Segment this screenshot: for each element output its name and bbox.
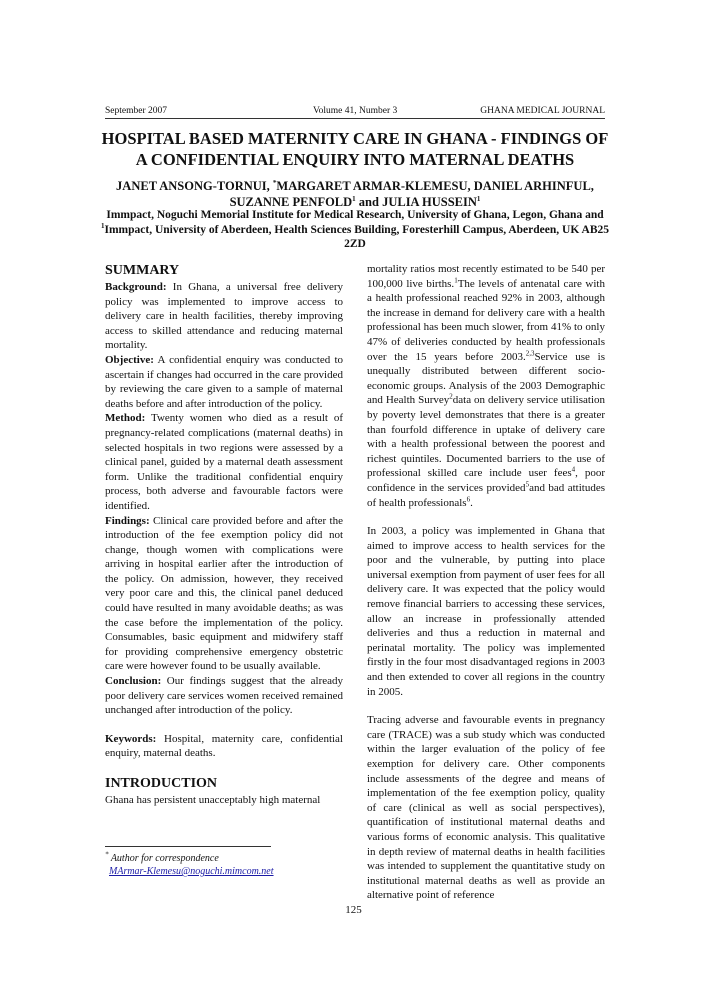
- intro-paragraph-1-start: [105, 793, 343, 808]
- intro-p1-text-e: , poor confidence in the services provided: [367, 467, 605, 494]
- background-label: Background:: [105, 281, 167, 293]
- correspondence-email-link[interactable]: MArmar-Klemesu@noguchi.mimcom.net: [109, 866, 274, 877]
- intro-p1-text-a: Ghana has persistent unacceptably high maternal: [105, 794, 321, 806]
- right-column: [367, 262, 605, 903]
- author-1: JANET ANSONG-TORNUI,: [116, 179, 273, 193]
- keywords-label: Keywords:: [105, 732, 157, 745]
- ref-1: 1: [454, 275, 458, 284]
- author-2: MARGARET ARMAR-KLEMESU, DANIEL ARHINFUL, SUZANNE PENFOLD: [229, 179, 594, 209]
- intro-paragraph-1-continued: [367, 262, 605, 510]
- intro-p1-text-a: mortality ratios most recently estimated to be 540 per 100,000 live births.: [367, 263, 605, 290]
- author-2-mark: 1: [352, 194, 356, 203]
- findings-text: Clinical care provided before and after the introduction of the fee exemption policy did not change, though women with complications were arriving in hospital earlier after the introduction of the policy. On admission, however, they received very poor care and this, the clinical panel deduced could have resulted in many avoidable deaths; as was the case before the implementation of the policy. Consumables, basic equipment and midwifery staff for providing comprehensive emergency obstetric care were however found to be usually available.: [105, 514, 343, 673]
- page-number: 125: [345, 904, 362, 916]
- header-date: September 2007: [105, 106, 168, 116]
- footnote-mark: *: [105, 850, 109, 859]
- introduction-heading: INTRODUCTION: [105, 776, 218, 791]
- keywords-text: Hospital, maternity care, confidential enquiry, maternal deaths.: [105, 732, 343, 760]
- findings-label: Findings:: [105, 514, 150, 527]
- keywords: [105, 732, 343, 761]
- article-title: HOSPITAL BASED MATERNITY CARE IN GHANA - FINDINGS OF A CONFIDENTIAL ENQUIRY INTO MATERNAL DEATHS: [101, 129, 609, 169]
- affiliation: [100, 208, 610, 252]
- footnote-rule: [105, 846, 271, 847]
- ref-6: 6: [466, 494, 471, 503]
- method-text: Twenty women who died as a result of pregnancy-related complications (maternal deaths) in selected hospitals in two regions were assessed by a clinical panel, guided by a maternal death assessment form. Unlike the traditional confidential enquiry process, both adverse and favourable factors were identified.: [105, 412, 343, 512]
- ref-4: 4: [571, 465, 576, 474]
- footnote: [105, 852, 274, 878]
- intro-p1-text-b: The levels of antenatal care with a health professional reached 92% in 2003, although the increase in demand for delivery care with a health professional has been much slower, from 41% to only 47% of deliveries conducted by health professionals over the 15 years before 2003.: [367, 277, 605, 363]
- header-volume: Volume 41, Number 3: [313, 106, 398, 116]
- intro-p1-text-c: Service use is unequally distributed between different socio-economic groups. Analysis of the 2003 Demographic and Health Survey: [367, 350, 605, 407]
- ref-3: 2: [449, 392, 453, 401]
- conclusion-label: Conclusion:: [105, 675, 162, 688]
- summary-method: [105, 411, 343, 513]
- footnote-text: Author for correspondence: [108, 853, 219, 864]
- summary-findings: [105, 514, 343, 675]
- affiliation-part1: Immpact, Noguchi Memorial Institute for Medical Research, University of Ghana, Legon, Ghana and: [106, 209, 604, 221]
- summary-heading: SUMMARY: [105, 263, 180, 278]
- intro-p1-text-f: and bad attitudes of health professionals: [367, 481, 605, 509]
- summary-objective: [105, 353, 343, 411]
- author-1-mark: *: [272, 178, 277, 187]
- author-3: and JULIA HUSSEIN: [355, 194, 477, 209]
- header-rule: [105, 118, 605, 119]
- affiliation-mark: 1: [100, 221, 105, 230]
- header-journal: GHANA MEDICAL JOURNAL: [480, 106, 605, 116]
- intro-p1-text-g: .: [470, 496, 473, 509]
- ref-5: 5: [525, 480, 530, 489]
- author-3-mark: 1: [476, 194, 481, 203]
- objective-label: Objective:: [105, 353, 154, 366]
- background-text: In Ghana, a universal free delivery policy was implemented to improve access to delivery care in health facilities, thereby improving access to skilled attendance and reducing maternal mortality.: [105, 281, 343, 352]
- left-column: [105, 262, 343, 808]
- method-label: Method:: [105, 412, 146, 425]
- ref-2: 2,3: [525, 348, 535, 357]
- affiliation-part2: Immpact, University of Aberdeen, Health Sciences Building, Foresterhill Campus, Aberdeen, UK AB25 2ZD: [104, 223, 609, 250]
- summary-background: [105, 280, 343, 353]
- conclusion-text: Our findings suggest that the already poor delivery care services women received remained unchanged after introduction of the policy.: [105, 675, 343, 717]
- summary-conclusion: [105, 674, 343, 718]
- intro-paragraph-2: In 2003, a policy was implemented in Ghana that aimed to improve access to health services for the poor and the vulnerable, by putting into place universal exemption from payment of user fees for all delivery care. It was expected that the policy would remove financial barriers to accessing these services, allow an increase in professionally attended deliveries and thus a reduction in maternal and perinatal mortality. The policy was implemented firstly in the four most disadvantaged regions in 2003 and then extended to cover all regions in the country in 2005.: [367, 525, 605, 698]
- intro-p1-text-d: data on delivery service utilisation by poverty level demonstrates that there is a greater than fourfold difference in uptake of delivery care with a health professional between the poorest and richest quintiles. Documented barriers to the use of professional skilled care include user fees: [367, 394, 605, 480]
- objective-text: A confidential enquiry was conducted to ascertain if changes had occurred in the care provided by reviewing the care given to a sample of maternal deaths before and after introduction of the policy.: [105, 353, 343, 410]
- author-list: [100, 179, 610, 210]
- intro-paragraph-3: Tracing adverse and favourable events in pregnancy care (TRACE) was a sub study which was conducted within the larger evaluation of the policy of fee exemption for delivery care. Other components include assessments of the degree and means of implementation of the fee exemption policy, quality of care (clinical as well as social perspectives), quantification of institutional maternal deaths and various forms of economic analysis. This qualitative in depth review of maternal deaths in health facilities was intended to supplement the quantitative study on institutional maternal deaths as well as provide an alternative point of reference: [367, 714, 605, 902]
